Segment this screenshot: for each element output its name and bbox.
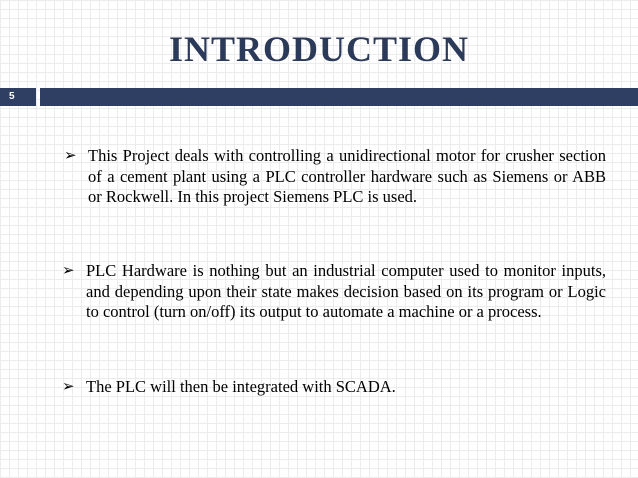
title-rule-bar (40, 88, 638, 106)
arrow-bullet-icon: ➢ (62, 263, 75, 279)
arrow-bullet-icon: ➢ (64, 148, 77, 164)
arrow-bullet-icon: ➢ (62, 379, 75, 395)
bullet-text: This Project deals with controlling a unidirectional motor for crusher section of a cement plant using a PLC controller hardware such as Siemens or ABB or Rockwell. In this project Siemens PLC is used. (88, 146, 606, 206)
bullet-text: PLC Hardware is nothing but an industrial computer used to monitor inputs, and depending upon their state makes decision based on its program or Logic to control (turn on/off) its output to automate a machine or a process. (86, 261, 606, 321)
slide-title: INTRODUCTION (168, 29, 470, 69)
bullet-text: The PLC will then be integrated with SCADA. (86, 377, 396, 396)
slide-number: 5 (0, 88, 36, 106)
